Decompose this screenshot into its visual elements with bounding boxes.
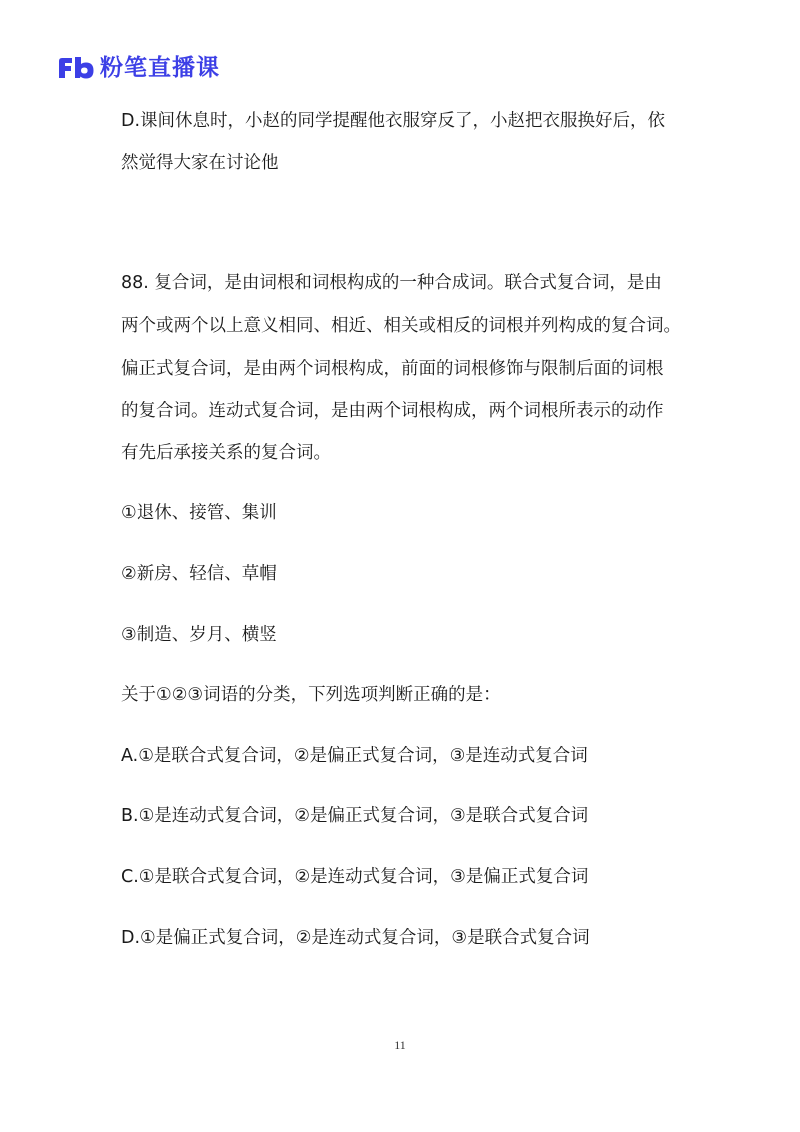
question-stem-line-5: 有先后承接关系的复合词。: [121, 443, 331, 463]
prev-option-d-line-1: D.课间休息时，小赵的同学提醒他衣服穿反了，小赵把衣服换好后，依: [121, 111, 666, 131]
fenbi-logo-icon: [56, 55, 96, 81]
question-prompt: 关于①②③词语的分类，下列选项判断正确的是：: [121, 685, 501, 705]
question-stem-line-2: 两个或两个以上意义相同、相近、相关或相反的词根并列构成的复合词。: [121, 316, 681, 336]
option-a: A.①是联合式复合词，②是偏正式复合词，③是连动式复合词: [121, 746, 588, 766]
option-d: D.①是偏正式复合词，②是连动式复合词，③是联合式复合词: [121, 928, 590, 948]
word-group-2: ②新房、轻信、草帽: [121, 564, 277, 584]
option-b: B.①是连动式复合词，②是偏正式复合词，③是联合式复合词: [121, 806, 589, 826]
word-group-3: ③制造、岁月、横竖: [121, 625, 277, 645]
prev-option-d-line-2: 然觉得大家在讨论他: [121, 153, 279, 173]
word-group-1: ①退休、接管、集训: [121, 503, 277, 523]
question-stem-line-1: 88. 复合词，是由词根和词根构成的一种合成词。联合式复合词，是由: [121, 273, 662, 293]
brand-name: 粉笔直播课: [100, 55, 220, 81]
option-c: C.①是联合式复合词，②是连动式复合词，③是偏正式复合词: [121, 867, 589, 887]
question-stem-line-4: 的复合词。连动式复合词，是由两个词根构成，两个词根所表示的动作: [121, 401, 664, 421]
question-stem-line-3: 偏正式复合词，是由两个词根构成，前面的词根修饰与限制后面的词根: [121, 359, 664, 379]
page-number: 11: [394, 1038, 406, 1052]
header: [56, 52, 220, 84]
